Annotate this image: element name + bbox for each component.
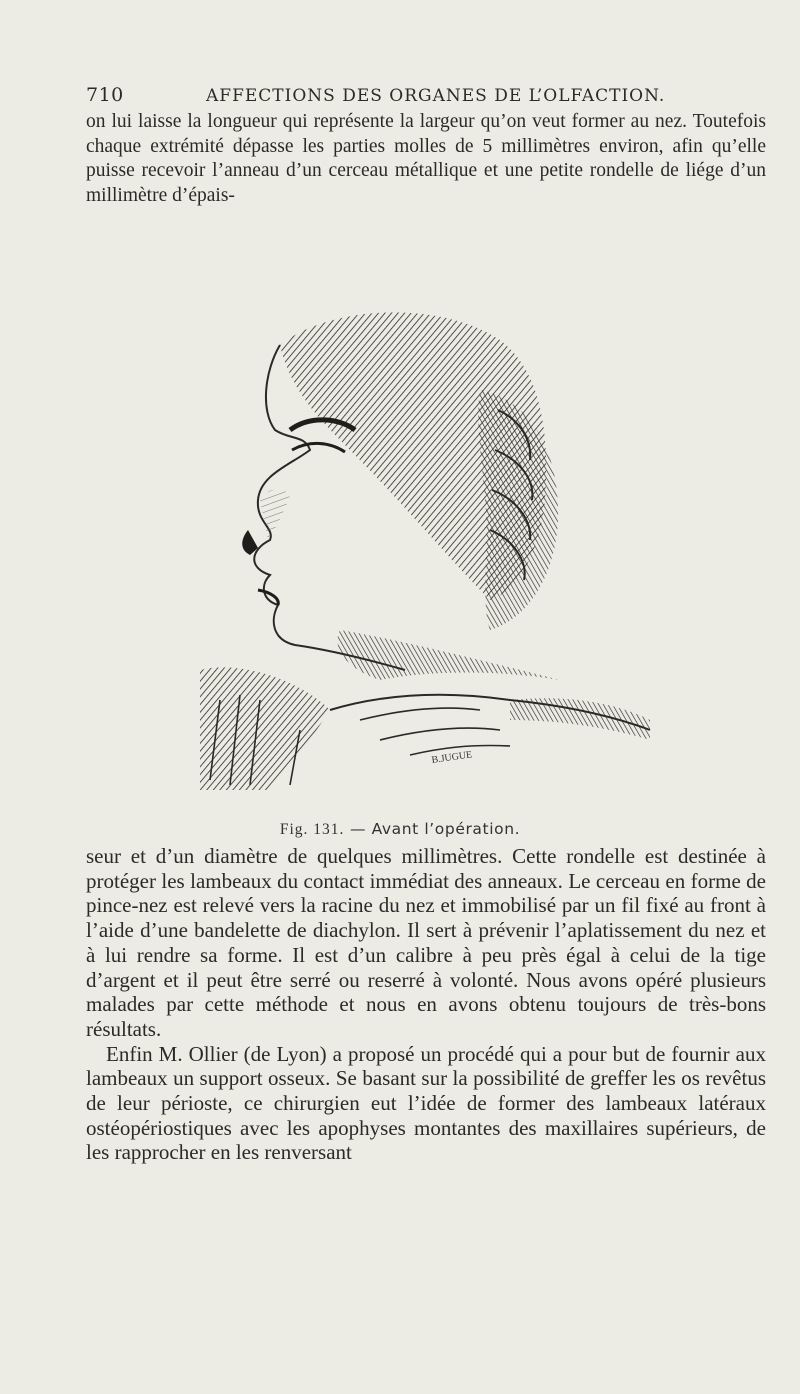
figure-caption-text: — Avant l’opération. <box>349 820 521 838</box>
paragraph-ollier: Enfin M. Ollier (de Lyon) a proposé un procédé qui a pour but de fournir aux lambeaux un support osseux. Se basant sur la possibilité de greffer les os revêtus de leur périoste, ce chirurgien eut l’idée de former des lambeaux latéraux ostéopériostiques avec les apophyses montantes des maxillaires supérieurs, de les rapprocher en les renversant <box>86 1041 766 1165</box>
page-number: 710 <box>86 84 124 106</box>
figure-caption <box>0 820 800 839</box>
paragraph-continuation: seur et d’un diamètre de quelques millimètres. Cette rondelle est destinée à protéger les lambeaux du contact immédiat des anneaux. Le cerceau en forme de pince-nez est relevé vers la racine du nez et immobilisé par un fil fixé au front à l’aide d’une bandelette de diachylon. Il sert à prévenir l’aplatissement du nez et à lui rendre sa forme. Il est d’un calibre à peu près égal à celui de la tige d’argent et il peut être serré ou reserré à volonté. Nous avons opéré plusieurs malades par cette méthode et nous en avons obtenu toujours de très-bons résultats. <box>86 844 766 1041</box>
paragraph-top: on lui laisse la longueur qui représente la largeur qu’on veut former au nez. Toutefois chaque extrémité dépasse les parties molles de 5 millimètres environ, afin qu’elle puisse recevoir l’anneau d’un cerceau métallique et une petite rondelle de liége d’un millimètre d’épais- <box>86 111 766 206</box>
engraving-illustration <box>180 300 660 800</box>
figure-label: Fig. 131. <box>279 821 345 838</box>
body-text <box>86 844 766 1165</box>
page-header <box>86 84 746 108</box>
engraver-mark: B.JUGUE <box>430 749 473 766</box>
running-title: AFFECTIONS DES ORGANES DE L’OLFACTION. <box>206 86 666 106</box>
